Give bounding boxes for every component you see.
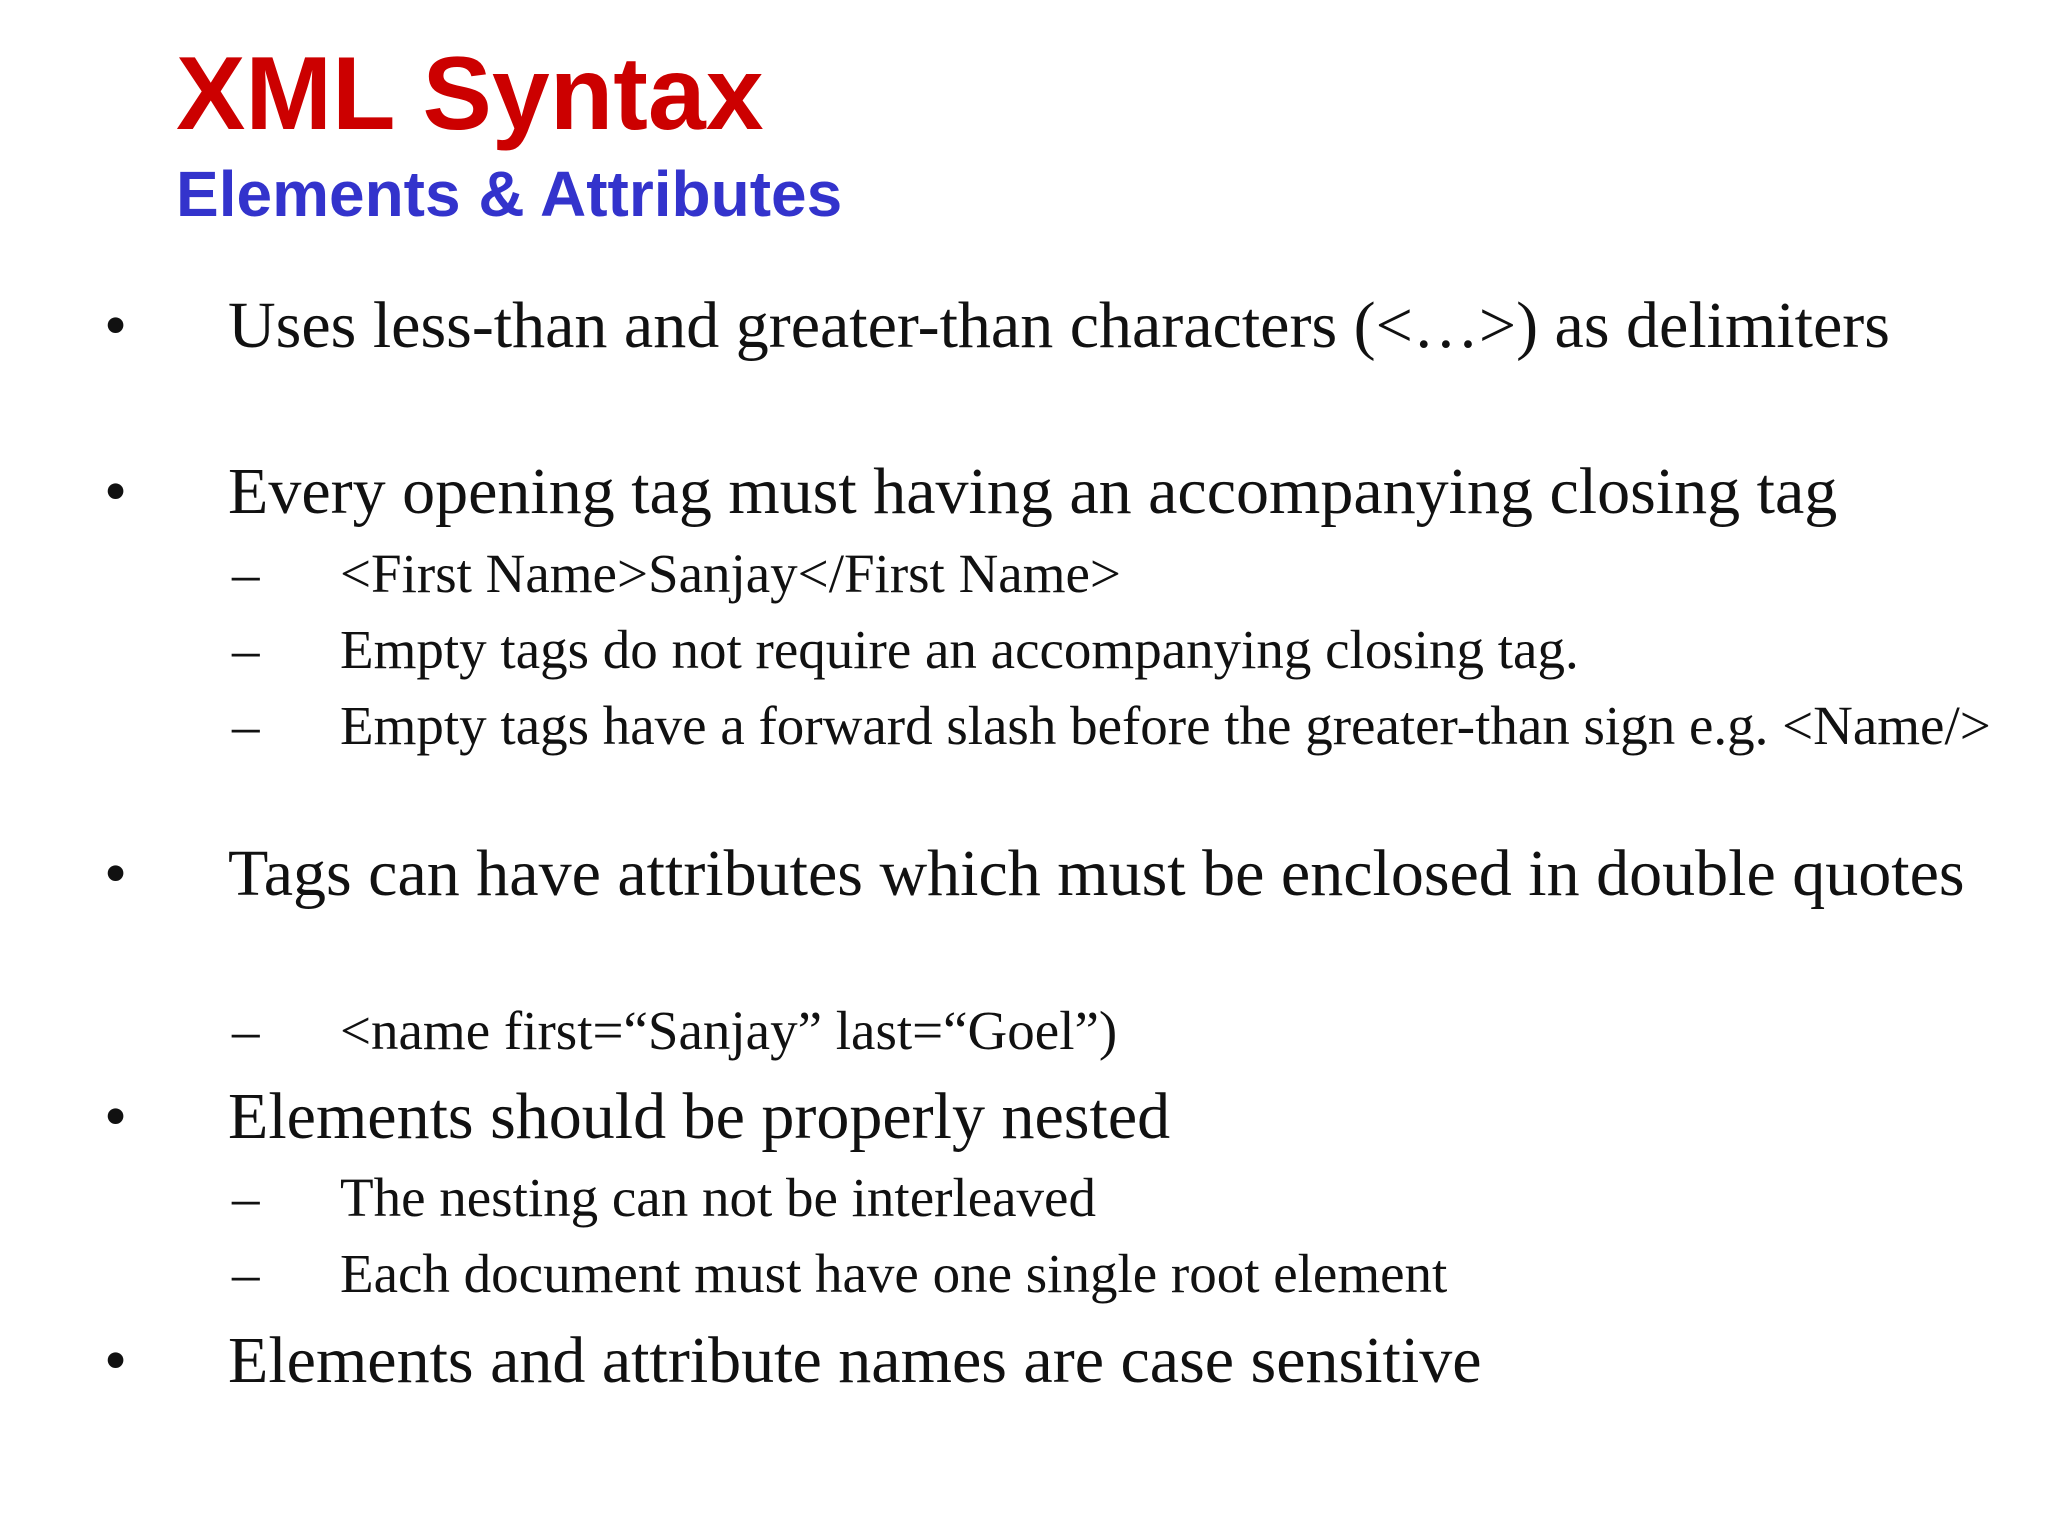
bullet-marker: • [104, 1324, 128, 1397]
dash-marker: – [232, 1000, 260, 1061]
bullet-item-1: Uses less-than and greater-than characters (<…>) as delimiters [228, 289, 1890, 362]
bullet-marker: • [104, 455, 128, 528]
dash-marker: – [232, 695, 260, 756]
bullet-marker: • [104, 289, 128, 362]
bullet-marker: • [104, 1080, 128, 1153]
sub-item-2-2: Empty tags do not require an accompanying closing tag. [340, 619, 1579, 680]
sub-item-4-2: Each document must have one single root element [340, 1243, 1448, 1304]
dash-marker: – [232, 619, 260, 680]
dash-marker: – [232, 1167, 260, 1228]
slide-subtitle: Elements & Attributes [176, 158, 843, 230]
bullet-item-4: Elements should be properly nested [228, 1080, 1171, 1153]
dash-marker: – [232, 543, 260, 604]
bullet-item-3: Tags can have attributes which must be enclosed in double quotes [228, 837, 1965, 910]
sub-item-2-1: <First Name>Sanjay</First Name> [340, 543, 1121, 604]
sub-item-2-3: Empty tags have a forward slash before the greater-than sign e.g. <Name/> [340, 695, 1991, 756]
bullet-item-5: Elements and attribute names are case sensitive [228, 1324, 1482, 1397]
sub-item-4-1: The nesting can not be interleaved [340, 1167, 1096, 1228]
bullet-marker: • [104, 837, 128, 910]
dash-marker: – [232, 1243, 260, 1304]
bullet-item-2: Every opening tag must having an accompanying closing tag [228, 455, 1838, 528]
sub-item-3-1: <name first=“Sanjay” last=“Goel”) [340, 1000, 1118, 1061]
slide-title: XML Syntax [176, 36, 764, 152]
